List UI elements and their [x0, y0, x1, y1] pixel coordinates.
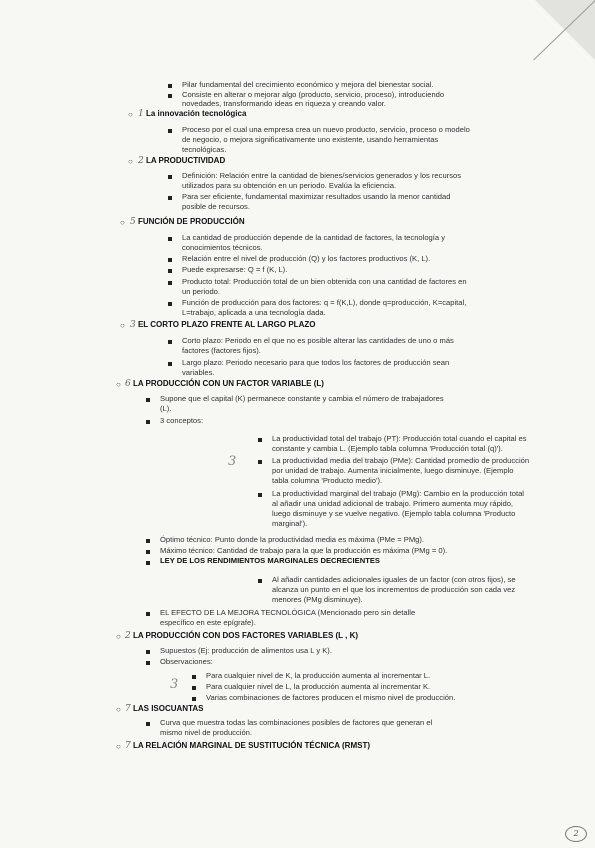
bullet: [168, 340, 172, 344]
text-line: Supuestos (Ej: producción de alimentos usa L y K).: [160, 646, 332, 655]
text-line: L=trabajo, aplicada a una tecnología dada.: [182, 308, 326, 317]
bullet: [168, 269, 172, 273]
subsection-heading: LEY DE LOS RENDIMIENTOS MARGINALES DECRECIENTES: [160, 556, 380, 565]
bullet: [146, 420, 150, 424]
text-line: Producto total: Producción total de un bien obtenida con una cantidad de factores en: [182, 277, 467, 286]
text-line: 3 conceptos:: [160, 416, 204, 425]
text-line: Largo plazo: Periodo necesario para que todos los factores de producción sean: [182, 358, 450, 367]
text-line: mismo nivel de producción.: [160, 728, 253, 737]
bullet: [168, 94, 172, 98]
bullet: [258, 579, 262, 583]
bullet: [168, 362, 172, 366]
text-line: específico en este epígrafe).: [160, 618, 256, 627]
text-line: La productividad marginal del trabajo (PMg): Cambio en la producción total: [272, 489, 524, 498]
bullet: [168, 175, 172, 179]
bullet: [192, 675, 196, 679]
section-heading: 7 LA RELACIÓN MARGINAL DE SUSTITUCIÓN TÉCNICA (RMST): [125, 741, 370, 751]
text-line: factores (factores fijos).: [182, 346, 261, 355]
text-line: La cantidad de producción depende de la cantidad de factores, la tecnología y: [182, 233, 446, 242]
section-heading: 5 FUNCIÓN DE PRODUCCIÓN: [130, 217, 245, 227]
text-line: Puede expresarse: Q = f (K, L).: [182, 265, 288, 274]
text-line: Corto plazo: Periodo en el que no es posible alterar las cantidades de uno o más: [182, 336, 454, 345]
text-line: tecnológicas.: [182, 145, 227, 154]
text-line: novedades, transformando ideas en riqueza y creando valor.: [182, 99, 386, 108]
text-line: Óptimo técnico: Punto donde la productividad media es máxima (PMe = PMg).: [160, 535, 425, 544]
text-line: Proceso por el cual una empresa crea un nuevo producto, servicio, proceso o modelo: [182, 125, 470, 134]
bullet: [146, 398, 150, 402]
text-line: Para ser eficiente, fundamental maximizar resultados usando la menor cantidad: [182, 192, 451, 201]
bullet: [258, 438, 262, 442]
text-line: menores (PMg disminuye).: [272, 595, 363, 604]
text-line: luego disminuye y se vuelve negativo. (Ejemplo tabla columna 'Producto: [272, 509, 516, 518]
text-line: Observaciones:: [160, 657, 213, 666]
handwritten-mark: 3: [170, 677, 179, 692]
text-line: conocimientos técnicos.: [182, 243, 263, 252]
bullet: [146, 661, 150, 665]
text-line: por unidad de trabajo. Aumenta inicialmente, luego disminuye. (Ejemplo: [272, 466, 514, 475]
text-line: marginal').: [272, 519, 308, 528]
bullet: [168, 196, 172, 200]
text-line: al añadir una unidad adicional de trabajo. Primero aumenta muy rápido,: [272, 499, 514, 508]
text-line: Curva que muestra todas las combinaciones posibles de factores que generan el: [160, 718, 433, 727]
text-line: (L).: [160, 404, 172, 413]
text-line: Relación entre el nivel de producción (Q) y los factores productivos (K, L).: [182, 254, 431, 263]
text-line: posible de recursos.: [182, 202, 250, 211]
page-number: 2: [565, 826, 587, 842]
bullet: [168, 302, 172, 306]
text-line: constante y cambia L. (Ejemplo tabla columna 'Producción total (q)').: [272, 444, 503, 453]
bullet: [168, 84, 172, 88]
section-heading: 2 LA PRODUCCIÓN CON DOS FACTORES VARIABLES (L , K): [125, 631, 359, 641]
section-heading: 1 La innovación tecnológica: [138, 109, 247, 119]
text-line: Máximo técnico: Cantidad de trabajo para la que la producción es máxima (PMg = 0).: [160, 546, 448, 555]
bullet: [168, 237, 172, 241]
text-line: Al añadir cantidades adicionales iguales de un factor (con otros fijos), se: [272, 575, 516, 584]
text-line: La productividad total del trabajo (PT): Producción total cuando el capital es: [272, 434, 527, 443]
section-heading: 6 LA PRODUCCIÓN CON UN FACTOR VARIABLE (L): [125, 379, 324, 389]
bullet: [146, 561, 150, 565]
bullet: [192, 686, 196, 690]
text-line: Definición: Relación entre la cantidad de bienes/servicios generados y los recursos: [182, 171, 462, 180]
handwritten-mark: 3: [228, 454, 237, 469]
text-line: tabla columna 'Producto medio').: [272, 476, 383, 485]
text-line: Para cualquier nivel de L, la producción aumenta al incrementar K.: [206, 682, 431, 691]
bullet: [168, 129, 172, 133]
bullet: [258, 493, 262, 497]
text-line: La productividad media del trabajo (PMe): Cantidad promedio de producción: [272, 456, 530, 465]
section-heading: 7 LAS ISOCUANTAS: [125, 704, 204, 714]
text-line: EL EFECTO DE LA MEJORA TECNOLÓGICA (Mencionado pero sin detalle: [160, 608, 416, 617]
bullet: [146, 722, 150, 726]
bullet: [168, 258, 172, 262]
text-line: de negocio, o mejora significativamente uno existente, usando herramientas: [182, 135, 439, 144]
text-line: Para cualquier nivel de K, la producción aumenta al incrementar L.: [206, 671, 431, 680]
document-page: Pilar fundamental del crecimiento económico y mejora del bienestar social. Consiste en alterar o mejorar algo (producto, servicio, proceso), introduciendo novedades, transformando ideas en riqueza y creando valor. ○ 1 La innovación tecnológica Proceso por el cual una empresa crea un nuevo producto, servicio, proceso o modelo de negocio, o mejora significativamente uno existente, usando herramientas tecnológicas. ○ 2 LA PRODUCTIVIDAD Definición: Relación entre la cantidad de bienes/servicios generados y los recursos utilizados para su obtención en un periodo. Evalúa la eficiencia. Para ser eficiente, fundamental maximizar resultados usando la menor cantidad posible de recursos. ○ 5 FUNCIÓN DE PRODUCCIÓN La cantidad de producción depende de la cantidad de factores, la tecnología y conocimientos técnicos. Relación entre el nivel de producción (Q) y los factores productivos (K, L). Puede expresarse: Q = f (K, L). Producto total: Producción total de un bien obtenida con una cantidad de factores en un periodo. Función de producción para dos factores: q = f(K,L), donde q=producción, K=capital, L=trabajo, aplicada a una tecnología dada. ○ 3 EL CORTO PLAZO FRENTE AL LARGO PLAZO Corto plazo: Periodo en el que no es posible alterar las cantidades de uno o más factores (factores fijos). Largo plazo: Periodo necesario para que todos los factores de producción sean variables. ○ 6 LA PRODUCCIÓN CON UN FACTOR VARIABLE (L) Supone que el capital (K) permanece constante y cambia el número de trabajadores (L). 3 conceptos: La productividad total del trabajo (PT): Producción total cuando el capital es constante y cambia L. (Ejemplo tabla columna 'Producción total (q)'). La productividad media del trabajo (PMe): Cantidad promedio de producción por unidad de trabajo. Aumenta inicialmente, luego disminuye. (Ejemplo tabla columna 'Producto medio'). 3 La productividad marginal del trabajo (PMg): Cambio en la producción total al añadir una unidad adicional de trabajo. Primero aumenta muy rápido, luego disminuye y se vuelve negativo. (Ejemplo tabla columna 'Producto marginal'). Óptimo técnico: Punto donde la productividad media es máxima (PMe = PMg). Máximo técnico: Cantidad de trabajo para la que la producción es máxima (PMg = 0). LEY DE LOS RENDIMIENTOS MARGINALES DECRECIENTES Al añadir cantidades adicionales iguales de un factor (con otros fijos), se alcanza un punto en el que los incrementos de producción son cada vez menores (PMg disminuye). EL EFECTO DE LA MEJORA TECNOLÓGICA (Mencionado pero sin detalle específico en este epígrafe). ○ 2 LA PRODUCCIÓN CON DOS FACTORES VARIABLES (L , K) Supuestos (Ej: producción de alimentos usa L y K). Observaciones: 3 Para cualquier nivel de K, la producción aumenta al incrementar L. Para cualquier nivel de L, la producción aumenta al incrementar K. Varias combinaciones de factores producen el mismo nivel de producción. ○ 7 LAS ISOCUANTAS Curva que muestra todas las combinaciones posibles de factores que generan el mismo nivel de producción. ○ 7 LA RELACIÓN MARGINAL DE SUSTITUCIÓN TÉCNICA (RMST) 2: [0, 0, 595, 848]
bullet: [146, 612, 150, 616]
bullet: [192, 697, 196, 701]
bullet: [146, 550, 150, 554]
bullet: [146, 650, 150, 654]
text-line: variables.: [182, 368, 215, 377]
text-line: Varias combinaciones de factores producen el mismo nivel de producción.: [206, 693, 456, 702]
bullet: [258, 460, 262, 464]
bullet: [146, 539, 150, 543]
text-line: Consiste en alterar o mejorar algo (producto, servicio, proceso), introduciendo: [182, 90, 445, 99]
text-line: alcanza un punto en el que los incrementos de producción son cada vez: [272, 585, 516, 594]
text-line: Pilar fundamental del crecimiento económico y mejora del bienestar social.: [182, 80, 434, 89]
text-line: utilizados para su obtención en un periodo. Evalúa la eficiencia.: [182, 181, 397, 190]
text-line: Función de producción para dos factores: q = f(K,L), donde q=producción, K=capital,: [182, 298, 467, 307]
section-heading: 2 LA PRODUCTIVIDAD: [138, 156, 226, 166]
text-line: un periodo.: [182, 287, 220, 296]
bullet: [168, 281, 172, 285]
section-heading: 3 EL CORTO PLAZO FRENTE AL LARGO PLAZO: [130, 320, 316, 330]
text-line: Supone que el capital (K) permanece constante y cambia el número de trabajadores: [160, 394, 444, 403]
